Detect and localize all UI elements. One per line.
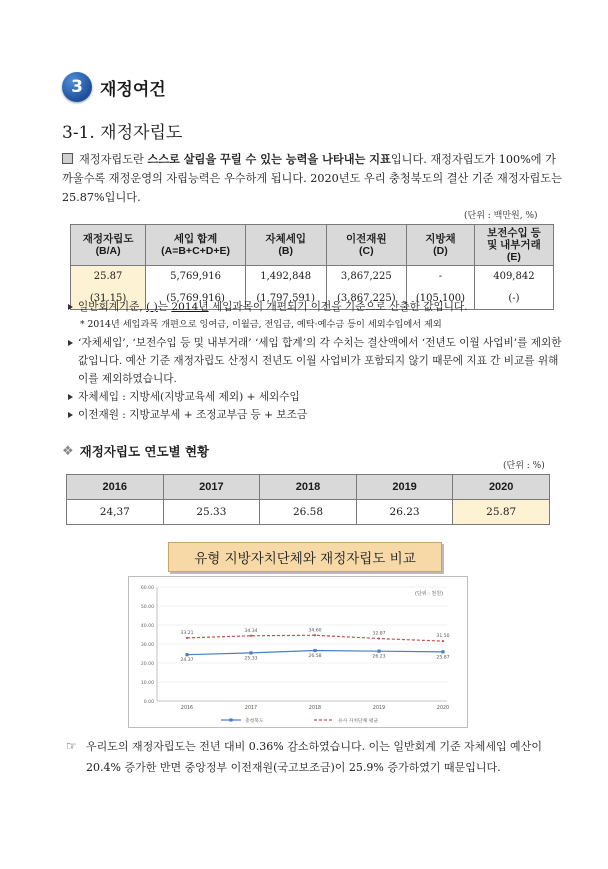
yearly-table [66,474,550,525]
table-cell: 25.87 [71,266,146,288]
intro-paragraph [62,150,562,207]
y-tick-label: 60.00 [140,586,154,591]
data-label: 32.87 [372,631,386,637]
x-tick-label: 2018 [308,706,322,711]
table-cell: - [407,266,475,288]
table-cell: 409,842 [474,266,553,288]
data-point [250,635,252,637]
data-label: 25.87 [436,655,450,661]
data-point [314,634,316,636]
chart-title: 유형 지방자치단체와 재정자립도 비교 [168,542,442,572]
note-item: 이전재원 : 지방교부세 + 조정교부금 등 + 보조금 [66,406,566,424]
y-tick-label: 30.00 [140,643,154,648]
data-point [441,650,444,653]
yearly-heading [62,442,209,460]
year-header: 2017 [163,475,260,500]
table-cell: 5,769,916 [146,266,246,288]
th-ratio: 재정자립도 (B/A) [71,225,146,266]
note-item: 자체세입 : 지방세(지방교육세 제외) + 세외수입 [66,388,566,406]
y-tick-label: 50.00 [140,605,154,610]
table-cell: 26.23 [356,500,453,525]
note-item: ‘자체세입’, ‘보전수입 등 및 내부거래’ ‘세입 합계’의 각 수치는 결산액에서 ‘전년도 이월 사업비’를 제외한 값입니다. 예산 기준 재정자립도 산정시 전년도 이월 사업비가 포함되지 않기 때문에 지표 간 비교를 위해 이를 제외하였습니다. [66,334,566,388]
year-header: 2019 [356,475,453,500]
data-point [442,640,444,642]
table-cell: (105,100) [407,288,475,310]
data-label: 31.50 [436,634,450,640]
data-label: 33.21 [180,630,194,636]
y-tick-label: 20.00 [140,662,154,667]
legend-label: 충청북도 [245,719,264,724]
section-header [62,72,166,102]
data-label: 26.58 [308,653,322,659]
table-cell: (5,769,916) [146,288,246,310]
x-tick-label: 2016 [180,706,194,711]
th-other: 보전수입 등 및 내부거래 (E) [474,225,553,266]
subsection-title: 3-1. 재정자립도 [62,123,183,143]
th-transfer: 이전재원 (C) [326,225,407,266]
yearly-unit: (단위 : %) [503,461,545,471]
data-point [186,637,188,639]
data-point [249,651,252,654]
data-label: 24.37 [180,658,194,664]
table-cell: (3,867,225) [326,288,407,310]
data-label: 25.33 [244,656,258,662]
year-header: 2020 [453,475,550,500]
diamond-bullet-icon: ❖ [62,443,74,459]
x-tick-label: 2020 [436,706,450,711]
table-cell: (-) [474,288,553,310]
y-tick-label: 40.00 [140,624,154,629]
chart-svg [129,577,469,729]
section-title: 재정여건 [100,79,166,100]
comparison-chart [128,576,468,728]
data-point [185,653,188,656]
note-subitem: * 2014년 세입과목 개편으로 잉여금, 이월금, 전입금, 예탁·예수금 등이 세외수입에서 제외 [80,319,442,330]
th-bond: 지방채 (D) [407,225,475,266]
table-cell: (1,797,591) [245,288,326,310]
conclusion [66,736,560,778]
table1-unit: (단위 : 백만원, %) [464,211,538,221]
section-number-badge: 3 [62,72,92,102]
table-cell: 25.33 [163,500,260,525]
x-tick-label: 2017 [244,706,258,711]
note-item: 일반회계기준, ( )는 2014년 세입과목이 개편되기 이전을 기준으로 산출한 값입니다. [66,298,566,316]
legend-marker [229,718,232,721]
conclusion-text: 우리도의 재정자립도는 전년 대비 0.36% 감소하였습니다. 이는 일반회계 기준 자체세입 예산이 20.4% 증가한 반면 중앙정부 이전재원(국고보조금)이 25.9% 증가하였기 때문입니다. [86,740,542,774]
intro-text-2: 입니다. 재정자립도가 100%에 가까울수록 재정운영의 자립능력은 우수하게 됩니다. 2020년도 우리 충청북도의 결산 기준 재정자립도는 25.87%입니다. [62,153,562,204]
intro-text-1: 재정자립도란 [79,153,148,166]
table-cell: 3,867,225 [326,266,407,288]
th-total: 세입 합계 (A=B+C+D+E) [146,225,246,266]
table-cell: 24,37 [67,500,164,525]
data-label: 26.23 [372,654,386,660]
year-header: 2018 [260,475,357,500]
pointing-hand-icon: ☞ [66,739,77,753]
intro-bold: 스스로 살림을 꾸릴 수 있는 능력을 나타내는 지표 [147,152,391,166]
table-cell: (31.15) [71,288,146,310]
notes-list [66,298,566,424]
year-header: 2016 [67,475,164,500]
data-point [377,650,380,653]
table-row [67,500,550,525]
table-row [71,266,554,288]
data-point [378,637,380,639]
table-cell: 26.58 [260,500,357,525]
square-bullet-icon [62,153,73,164]
yearly-title: 재정자립도 연도별 현황 [79,444,210,459]
table-header-row [67,475,550,500]
data-point [313,649,316,652]
x-tick-label: 2019 [372,706,386,711]
y-tick-label: 0.00 [143,700,154,705]
data-label: 34.60 [308,628,322,634]
data-label: 34.34 [244,628,258,634]
table-cell: 1,492,848 [245,266,326,288]
th-own: 자체세입 (B) [245,225,326,266]
table-cell: 25.87 [453,500,550,525]
legend-label: 유사 자치단체 평균 [338,719,379,724]
chart-unit-label: (단위 : 천원) [414,591,444,597]
y-tick-label: 10.00 [140,681,154,686]
